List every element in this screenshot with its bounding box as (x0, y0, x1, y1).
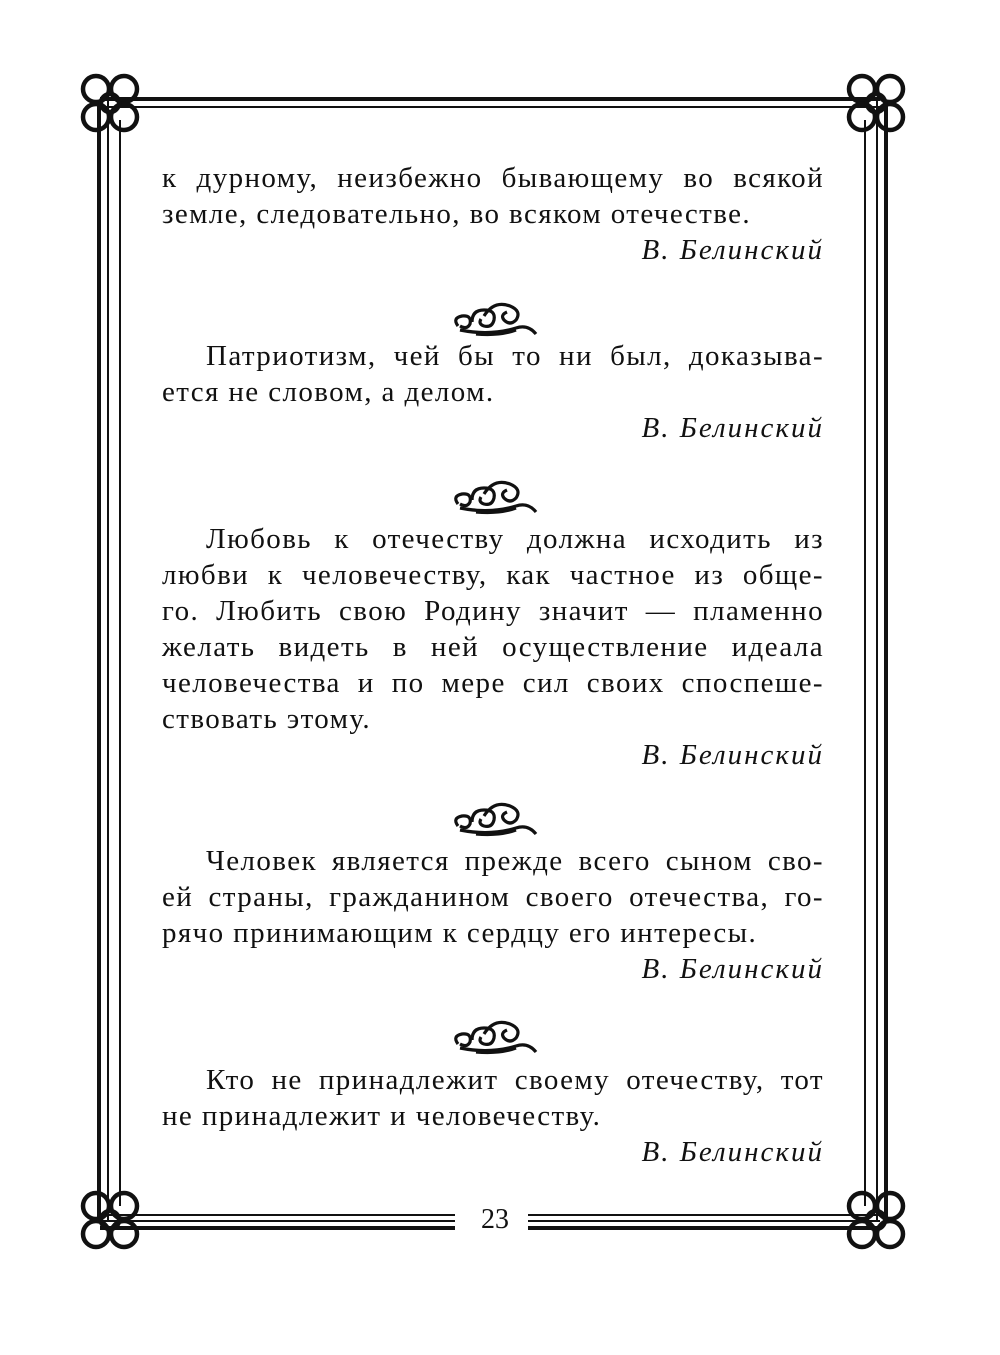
knot-corner-icon (83, 76, 137, 130)
quote-line: человечества и по мере сил своих споспеше- (162, 667, 824, 699)
quote-line: Человек является прежде всего сыном сво- (206, 845, 824, 877)
quote-block (162, 160, 824, 268)
quote-line: желать видеть в ней осуществление идеала (162, 631, 824, 663)
quote-author: В. Белинский (641, 953, 824, 985)
swirl-ornament-icon (450, 800, 540, 842)
quote-line: любви к человечеству, как частное из обще- (162, 559, 824, 591)
swirl-ornament-icon (450, 300, 540, 342)
quote-line: ется не словом, а делом. (162, 376, 495, 408)
quote-line: земле, следовательно, во всяком отечестве. (162, 198, 752, 230)
page-number: 23 (481, 1204, 509, 1235)
quote-block (162, 521, 824, 773)
quote-line: ей страны, гражданином своего отечества, го- (162, 881, 824, 913)
quote-author: В. Белинский (641, 739, 824, 771)
quote-block (162, 338, 824, 446)
quote-line: рячо принимающим к сердцу его интересы. (162, 917, 758, 949)
quote-line: ствовать этому. (162, 703, 372, 735)
quote-line: не принадлежит и человечеству. (162, 1100, 602, 1132)
quote-author: В. Белинский (641, 234, 824, 266)
quote-block (162, 1062, 824, 1170)
quote-author: В. Белинский (641, 1136, 824, 1168)
swirl-ornament-icon (450, 1018, 540, 1060)
swirl-ornament-icon (450, 478, 540, 520)
quote-line: Кто не принадлежит своему отечеству, тот (206, 1064, 824, 1096)
quote-line: к дурному, неизбежно бывающему во всякой (162, 162, 824, 194)
quote-block (162, 843, 824, 987)
quote-line: го. Любить свою Родину значит — пламенно (162, 595, 824, 627)
quote-author: В. Белинский (641, 412, 824, 444)
quote-line: Патриотизм, чей бы то ни был, доказыва- (206, 340, 824, 372)
quote-line: Любовь к отечеству должна исходить из (206, 523, 824, 555)
